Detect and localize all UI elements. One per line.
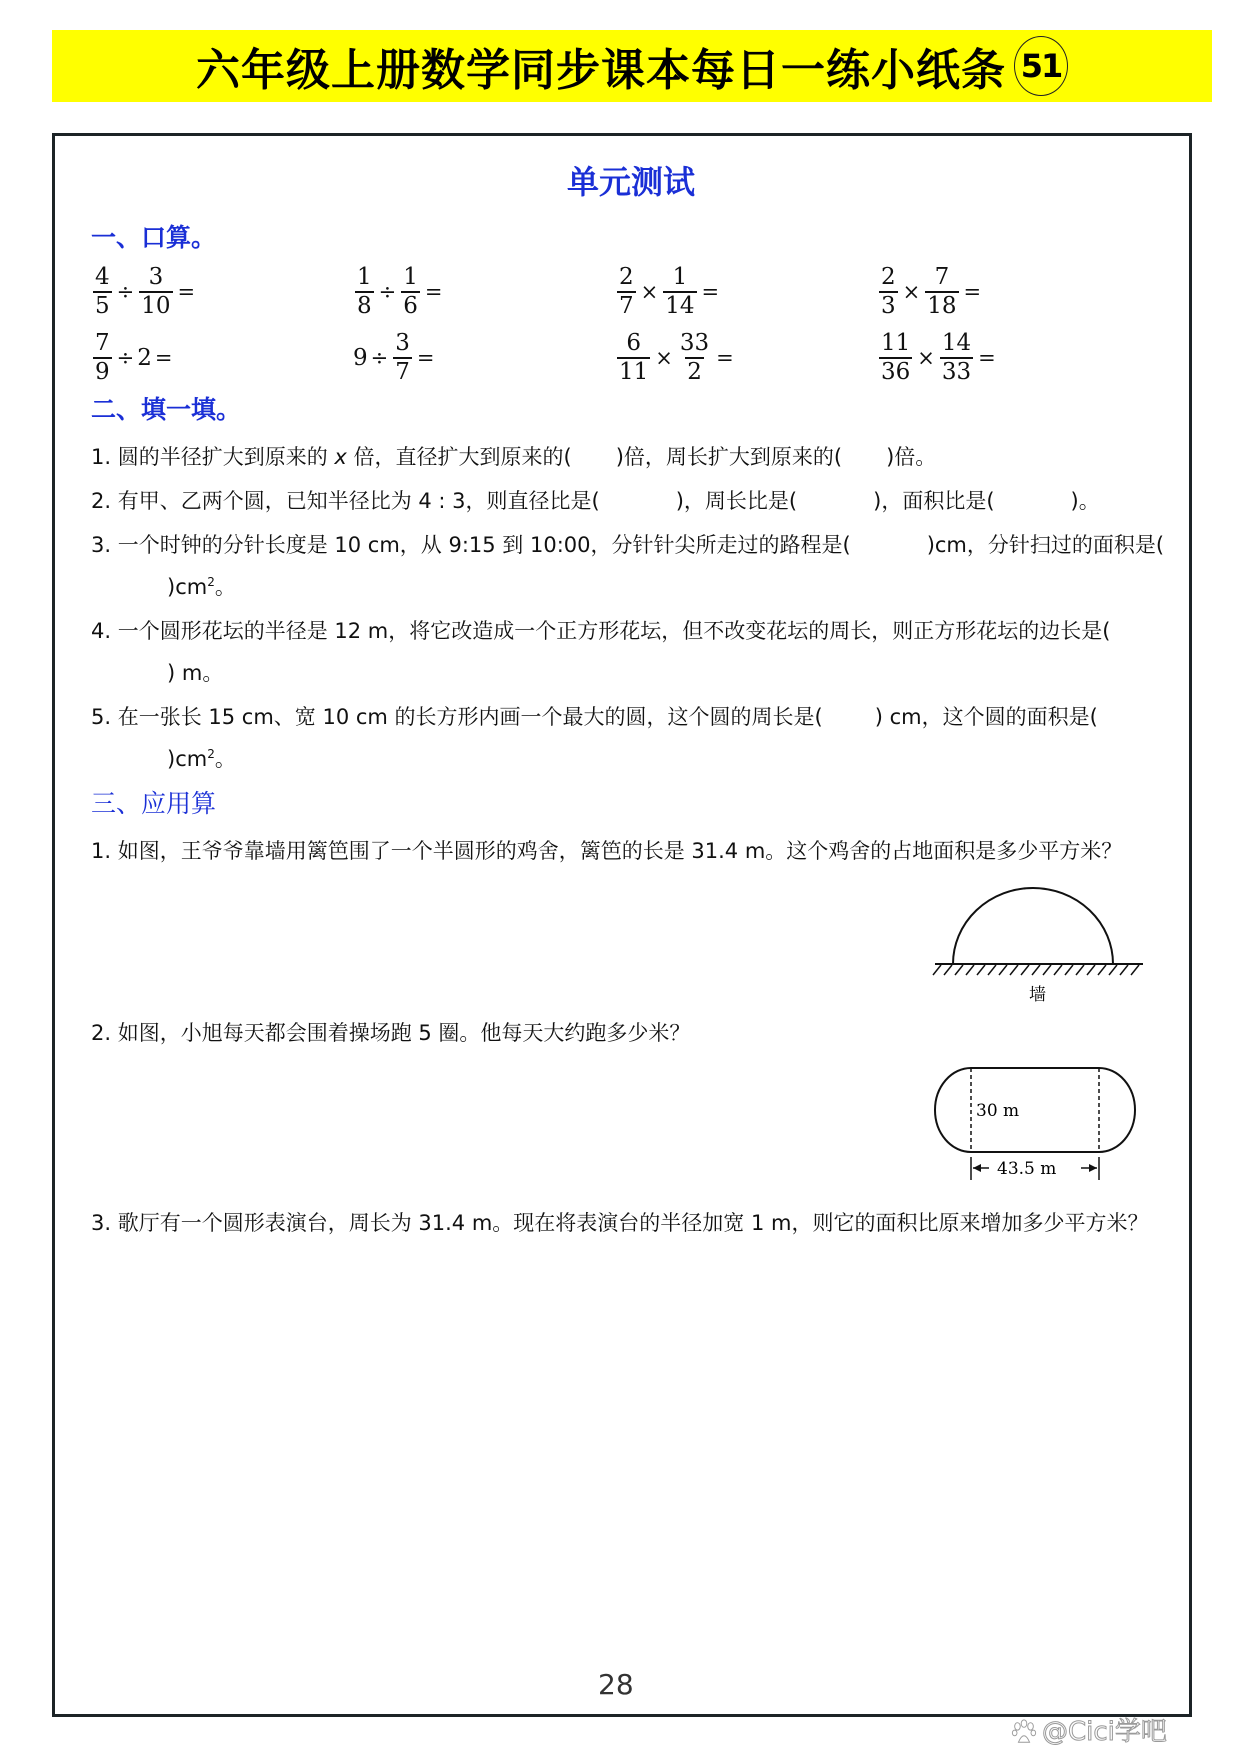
oral-problem	[877, 264, 1139, 320]
semicircle-fence	[953, 888, 1113, 964]
q3-text-a: 3. 一个时钟的分针长度是 10 cm，从 9:15 到 10:00，分针针尖所走过的路程是(	[91, 533, 851, 557]
width-label: 30 m	[976, 1101, 1020, 1121]
denominator: 9	[95, 359, 110, 385]
denominator: 7	[395, 359, 410, 385]
title-banner	[52, 30, 1212, 102]
semicircle-coop-diagram	[931, 876, 1151, 1006]
denominator: 5	[95, 293, 110, 319]
applied-question-3: 3. 歌厅有一个圆形表演台，周长为 31.4 m。现在将表演台的半径加宽 1 m，则它的面积比原来增加多少平方米？	[91, 1211, 1149, 1235]
q1-text-b: 倍，直径扩大到原来的(	[346, 445, 572, 469]
q3-superscript: 2	[207, 575, 215, 589]
denominator: 18	[927, 293, 957, 319]
hatch-stroke	[933, 965, 941, 975]
operator: ×	[640, 280, 659, 304]
hatch-stroke	[1076, 965, 1084, 975]
spacer	[91, 1194, 1171, 1202]
operator: ÷	[116, 346, 135, 370]
hatch-stroke	[1054, 965, 1062, 975]
q5-text-c: )cm	[167, 747, 208, 771]
q2-text-a: 2. 有甲、乙两个圆，已知半径比为 4 : 3，则直径比是(	[91, 489, 600, 513]
q1-text-d: )倍。	[886, 445, 937, 469]
equals-sign: =	[177, 280, 196, 304]
worksheet-frame	[52, 133, 1192, 1717]
operator: ÷	[116, 280, 135, 304]
numerator: 3	[148, 264, 164, 290]
oral-problem	[353, 264, 615, 320]
operator: ÷	[370, 346, 389, 370]
numerator: 6	[626, 330, 641, 356]
fill-question-5	[91, 696, 1171, 780]
equals-sign: =	[963, 280, 982, 304]
hatch-stroke	[1032, 965, 1040, 975]
equals-sign: =	[154, 346, 173, 370]
hatch-stroke	[944, 965, 952, 975]
numerator: 7	[934, 264, 950, 290]
q1-text-c: )倍，周长扩大到原来的(	[615, 445, 843, 469]
denominator: 11	[619, 359, 649, 385]
fraction	[925, 264, 958, 320]
numerator: 1	[403, 264, 418, 290]
q2-text-d: )。	[1070, 489, 1100, 513]
q1-text-a: 1. 圆的半径扩大到原来的	[91, 445, 335, 469]
hatch-stroke	[1098, 965, 1106, 975]
fraction	[355, 264, 374, 320]
denominator: 36	[881, 359, 911, 385]
fraction	[93, 330, 112, 386]
equals-sign: =	[416, 346, 435, 370]
length-label: 43.5 m	[997, 1159, 1057, 1179]
numerator: 33	[679, 330, 710, 356]
numerator: 14	[941, 330, 972, 356]
q5-text-d: 。	[214, 747, 236, 771]
fraction	[617, 330, 650, 386]
oral-problem	[615, 330, 877, 386]
numerator: 4	[95, 264, 110, 290]
watermark	[1010, 1716, 1167, 1748]
unit-title: 单元测试	[566, 163, 695, 201]
fraction	[617, 264, 636, 320]
track-outline	[935, 1068, 1135, 1152]
oral-problem	[91, 264, 353, 320]
equals-sign: =	[716, 346, 734, 370]
hatch-stroke	[1043, 965, 1051, 975]
denominator: 14	[665, 293, 695, 319]
numerator: 2	[881, 264, 896, 290]
fraction	[139, 264, 172, 320]
page-number: 28	[598, 1668, 634, 1701]
baidu-paw-icon	[1010, 1718, 1038, 1746]
q4-text-a: 4. 一个圆形花坛的半径是 12 m，将它改造成一个正方形花坛，但不改变花坛的周长，则正方形花坛的边长是(	[91, 619, 1111, 643]
hatch-stroke	[1010, 965, 1018, 975]
applied-block-2	[91, 1012, 1171, 1188]
equals-sign: =	[701, 280, 720, 304]
oral-problem	[91, 330, 353, 386]
q3-text-c: )cm	[167, 575, 208, 599]
denominator: 7	[619, 293, 634, 319]
oral-problem	[353, 330, 615, 386]
q3-text-b: )cm，分针扫过的面积是(	[926, 533, 1165, 557]
hatch-stroke	[1120, 965, 1128, 975]
numerator: 1	[672, 264, 688, 290]
oral-problem	[877, 330, 1139, 386]
denominator: 2	[687, 359, 702, 385]
fraction	[879, 330, 912, 386]
fraction	[393, 330, 412, 386]
equals-sign: =	[978, 346, 996, 370]
denominator: 8	[357, 293, 372, 319]
whole-number: 2	[137, 345, 152, 371]
denominator: 10	[141, 293, 171, 319]
fraction	[663, 264, 696, 320]
numerator: 3	[395, 330, 410, 356]
q5-text-a: 5. 在一张长 15 cm、宽 10 cm 的长方形内画一个最大的圆，这个圆的周长是(	[91, 705, 823, 729]
wall-hatching	[933, 965, 1139, 975]
hatch-stroke	[1065, 965, 1073, 975]
operator: ×	[917, 346, 935, 370]
operator: ×	[655, 346, 673, 370]
section-heading-applied: 三、应用算	[91, 789, 217, 818]
fill-question-2	[91, 480, 1171, 522]
fraction	[93, 264, 112, 320]
fraction	[940, 330, 973, 386]
running-track-diagram	[931, 1058, 1151, 1188]
fraction	[879, 264, 898, 320]
q4-text-b: ) m。	[167, 661, 224, 685]
whole-number: 9	[353, 345, 368, 371]
fill-question-1	[91, 436, 1171, 478]
oral-problem	[615, 264, 877, 320]
applied-block-1	[91, 830, 1171, 1006]
q2-text-c: )，面积比是(	[873, 489, 995, 513]
hatch-stroke	[966, 965, 974, 975]
section-heading-fill: 二、填一填。	[91, 395, 242, 424]
fraction	[401, 264, 420, 320]
q1-variable: x	[334, 445, 347, 469]
numerator: 7	[95, 330, 110, 356]
hatch-stroke	[955, 965, 963, 975]
fill-question-3	[91, 524, 1171, 608]
numerator: 11	[881, 330, 911, 356]
arrowhead-right-icon	[1089, 1164, 1097, 1172]
applied-question-1: 1. 如图，王爷爷靠墙用篱笆围了一个半圆形的鸡舍，篱笆的长是 31.4 m。这个鸡舍的占地面积是多少平方米？	[91, 839, 1123, 863]
denominator: 33	[941, 359, 972, 385]
hatch-stroke	[999, 965, 1007, 975]
q5-superscript: 2	[207, 747, 215, 761]
denominator: 3	[881, 293, 896, 319]
q3-text-d: 。	[214, 575, 236, 599]
banner-title-text: 六年级上册数学同步课本每日一练小纸条	[196, 45, 1006, 96]
hatch-stroke	[1131, 965, 1139, 975]
oral-problems	[91, 264, 1171, 386]
worksheet-content	[91, 160, 1171, 1246]
hatch-stroke	[1021, 965, 1029, 975]
wall-label: 墙	[1029, 985, 1046, 1005]
section-heading-oral: 一、口算。	[91, 223, 217, 252]
applied-question-2: 2. 如图，小旭每天都会围着操场跑 5 圈。他每天大约跑多少米？	[91, 1021, 691, 1045]
numerator: 1	[357, 264, 372, 290]
hatch-stroke	[1109, 965, 1117, 975]
watermark-text: @Cici学吧	[1042, 1717, 1167, 1747]
arrowhead-left-icon	[973, 1164, 981, 1172]
q2-text-b: )，周长比是(	[675, 489, 798, 513]
equals-sign: =	[424, 280, 443, 304]
banner-title	[196, 34, 1068, 98]
hatch-stroke	[988, 965, 996, 975]
operator: ÷	[378, 280, 397, 304]
denominator: 6	[403, 293, 418, 319]
hatch-stroke	[977, 965, 985, 975]
operator: ×	[902, 280, 921, 304]
hatch-stroke	[1087, 965, 1095, 975]
fraction	[678, 330, 711, 386]
issue-number-badge: 51	[1014, 36, 1068, 96]
fill-question-4	[91, 610, 1171, 694]
numerator: 2	[619, 264, 634, 290]
q5-text-b: ) cm，这个圆的面积是(	[874, 705, 1098, 729]
